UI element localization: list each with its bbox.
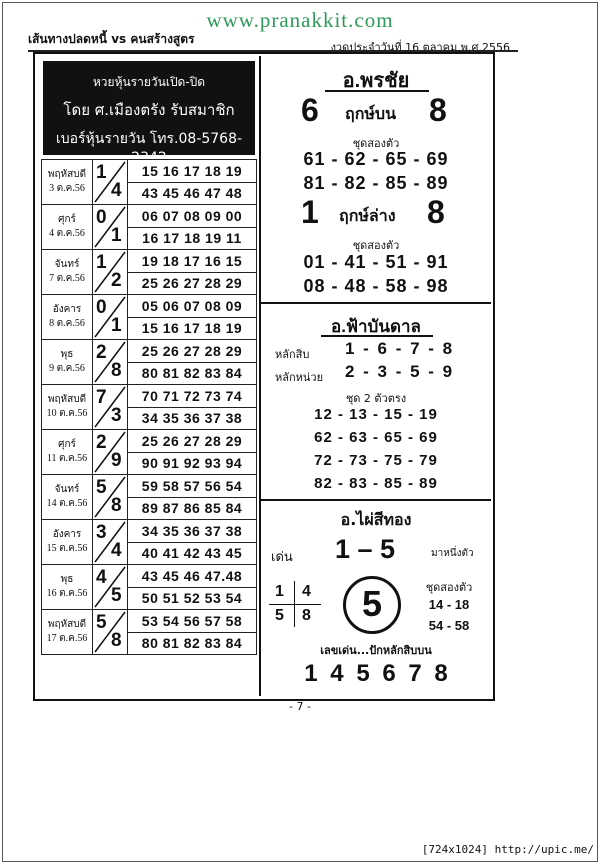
digit-pair-cell — [93, 340, 128, 385]
day-cell — [42, 340, 93, 385]
number-cell — [128, 610, 257, 655]
set-row-2: 62 - 63 - 65 - 69 — [314, 429, 438, 446]
digit-bottom: 9 — [111, 450, 122, 471]
promo-line-1: หวยหุ้นรายวันเปิด-ปิด — [92, 75, 206, 89]
page-number: - 7 - — [289, 700, 311, 713]
day-date: 16 ต.ค.56 — [46, 588, 88, 599]
pairs-row-3: 01 - 41 - 51 - 91 — [303, 252, 449, 272]
lead-digits: 1 – 5 — [335, 534, 396, 564]
digit-bottom: 8 — [111, 360, 122, 381]
circled-digit-value: 5 — [361, 583, 383, 624]
day-name: พฤหัสบดี — [47, 619, 87, 630]
day-date: 7 ต.ค.56 — [49, 273, 85, 284]
digit-pair-cell — [93, 610, 128, 655]
grid-cell-3: 5 — [275, 607, 284, 624]
grid-cell-2: 4 — [302, 583, 311, 600]
image-size-badge: [724x1024] http://upic.me/ — [421, 843, 594, 856]
digit-bottom: 2 — [111, 270, 122, 291]
right-column — [261, 56, 491, 696]
digit-bottom: 3 — [111, 405, 122, 426]
day-date: 14 ต.ค.56 — [46, 498, 88, 509]
digit-bottom: 5 — [111, 585, 122, 606]
number-cell — [128, 295, 257, 340]
day-name: อังคาร — [52, 529, 82, 540]
day-date: 15 ต.ค.56 — [46, 543, 88, 554]
table-row — [42, 520, 257, 565]
numbers-bottom: 89 87 86 85 84 — [128, 497, 256, 519]
day-cell — [42, 430, 93, 475]
site-url: www.pranakkit.com — [206, 8, 394, 32]
numbers-top: 25 26 27 28 29 — [141, 342, 243, 359]
digit-bottom: 1 — [111, 225, 122, 246]
number-cell — [128, 205, 257, 250]
number-cell — [128, 160, 257, 205]
table-row — [42, 610, 257, 655]
digit-pair-cell — [93, 430, 128, 475]
numbers-top: 70 71 72 73 74 — [141, 387, 243, 404]
pair-label-2: ชุดสองตัว — [352, 239, 400, 252]
number-cell — [128, 565, 257, 610]
section2-title: อ.ฟ้าบันดาล — [331, 317, 421, 336]
day-cell — [42, 610, 93, 655]
set-row-1: 12 - 13 - 15 - 19 — [314, 406, 438, 423]
lead-label: เด่น — [271, 550, 293, 565]
digit-bottom: 8 — [111, 630, 122, 651]
numbers-bottom: 90 91 92 93 94 — [128, 452, 256, 474]
digit-top: 5 — [96, 612, 107, 633]
digit-top: 0 — [96, 207, 107, 228]
pairs-row-2: 81 - 82 - 85 - 89 — [303, 173, 449, 193]
day-date: 8 ต.ค.56 — [49, 318, 85, 329]
digit-top: 0 — [96, 297, 107, 318]
bottom-digit-b: 8 — [427, 194, 445, 230]
digit-bottom: 4 — [111, 180, 122, 201]
numbers-bottom: 80 81 82 83 84 — [128, 632, 256, 654]
issue-date: งวดประจำวันที่ 16 ตุลาคม พ.ศ.2556 — [330, 41, 510, 54]
promo-box — [43, 61, 255, 166]
table-row — [42, 160, 257, 205]
numbers-top: 05 06 07 08 09 — [141, 297, 243, 314]
day-name: จันทร์ — [54, 484, 80, 495]
digit-pair-cell — [93, 250, 128, 295]
numbers-bottom: 25 26 27 28 29 — [128, 272, 256, 294]
digit-pair-cell — [93, 520, 128, 565]
day-cell — [42, 250, 93, 295]
digit-top: 1 — [96, 162, 107, 183]
number-cell — [128, 475, 257, 520]
pair-3-2: 54 - 58 — [428, 618, 470, 633]
numbers-bottom: 16 17 18 19 11 — [128, 227, 256, 249]
top-digit-a: 6 — [301, 92, 319, 128]
grid-cell-4: 8 — [302, 607, 311, 624]
day-cell — [42, 565, 93, 610]
day-date: 17 ต.ค.56 — [46, 633, 88, 644]
tens-label: หลักสิบ — [275, 348, 310, 361]
grid-cell-1: 1 — [275, 583, 284, 600]
pair-label-1: ชุดสองตัว — [352, 137, 400, 150]
lead2-label: เลขเด่น...ปักหลักสิบบน — [320, 644, 432, 657]
section-divider-2 — [261, 499, 491, 501]
units-digits: 2 - 3 - 5 - 9 — [345, 362, 455, 381]
digit-bottom: 8 — [111, 495, 122, 516]
top-label: ฤกษ์บน — [345, 104, 397, 123]
numbers-top: 43 45 46 47.48 — [141, 567, 243, 584]
table-row — [42, 250, 257, 295]
numbers-top: 34 35 36 37 38 — [141, 522, 243, 539]
column-title: เส้นทางปลดหนี้ vs คนสร้างสูตร — [28, 32, 195, 46]
number-cell — [128, 340, 257, 385]
day-cell — [42, 295, 93, 340]
set-row-3: 72 - 73 - 75 - 79 — [314, 452, 438, 469]
digit-top: 5 — [96, 477, 107, 498]
day-cell — [42, 520, 93, 565]
numbers-bottom: 34 35 36 37 38 — [128, 407, 256, 429]
numbers-top: 25 26 27 28 29 — [141, 432, 243, 449]
numbers-top: 15 16 17 18 19 — [141, 162, 243, 179]
numbers-top: 59 58 57 56 54 — [141, 477, 243, 494]
lead2-digits: 1 4 5 6 7 8 — [304, 660, 448, 687]
digit-pair-cell — [93, 565, 128, 610]
lead-note: มาหนึ่งตัว — [431, 548, 474, 559]
day-cell — [42, 475, 93, 520]
circled-digit — [343, 576, 401, 634]
digit-bottom: 1 — [111, 315, 122, 336]
number-cell — [128, 520, 257, 565]
section-divider-1 — [261, 302, 491, 304]
table-row — [42, 295, 257, 340]
left-column — [37, 56, 261, 696]
day-name: ศุกร์ — [58, 214, 76, 225]
day-date: 10 ต.ค.56 — [46, 408, 88, 419]
digit-top: 2 — [96, 342, 107, 363]
numbers-bottom: 80 81 82 83 84 — [128, 362, 256, 384]
digit-top: 3 — [96, 522, 107, 543]
digit-pair-cell — [93, 205, 128, 250]
numbers-top: 19 18 17 16 15 — [141, 252, 243, 269]
top-digit-b: 8 — [429, 92, 447, 128]
promo-line-3: เบอร์หุ้นรายวัน โทร.08-5768-2342 — [55, 131, 243, 166]
section2-title-underline — [321, 335, 433, 337]
numbers-bottom: 50 51 52 53 54 — [128, 587, 256, 609]
day-name: จันทร์ — [54, 259, 80, 270]
section3-title: อ.ไผ่สีทอง — [340, 510, 412, 529]
table-row — [42, 430, 257, 475]
numbers-bottom: 40 41 42 43 45 — [128, 542, 256, 564]
digit-top: 7 — [96, 387, 107, 408]
number-cell — [128, 430, 257, 475]
day-name: พฤหัสบดี — [47, 394, 87, 405]
lottery-page — [33, 52, 495, 701]
table-row — [42, 475, 257, 520]
table-row — [42, 205, 257, 250]
set-label: ชุด 2 ตัวตรง — [345, 392, 407, 405]
digit-top: 1 — [96, 252, 107, 273]
day-name: พุธ — [60, 574, 74, 585]
bottom-digit-a: 1 — [301, 194, 319, 230]
number-cell — [128, 385, 257, 430]
section1-title-underline — [325, 90, 429, 92]
numbers-top: 53 54 56 57 58 — [141, 612, 243, 629]
section1-title: อ.พรชัย — [342, 70, 410, 92]
tens-digits: 1 - 6 - 7 - 8 — [345, 339, 455, 358]
day-name: ศุกร์ — [58, 439, 76, 450]
digit-top: 4 — [96, 567, 107, 588]
pair-3-1: 14 - 18 — [428, 597, 470, 612]
table-row — [42, 565, 257, 610]
day-cell — [42, 385, 93, 430]
day-name: อังคาร — [52, 304, 82, 315]
units-label: หลักหน่วย — [275, 371, 324, 384]
day-date: 4 ต.ค.56 — [49, 228, 85, 239]
digit-bottom: 4 — [111, 540, 122, 561]
pairs-row-1: 61 - 62 - 65 - 69 — [303, 149, 449, 169]
digit-pair-cell — [93, 475, 128, 520]
digit-grid — [269, 581, 321, 627]
pair-label-3: ชุดสองตัว — [425, 581, 473, 594]
day-name: พุธ — [60, 349, 74, 360]
numbers-bottom: 15 16 17 18 19 — [128, 317, 256, 339]
numbers-top: 06 07 08 09 00 — [141, 207, 243, 224]
table-row — [42, 385, 257, 430]
number-cell — [128, 250, 257, 295]
day-date: 3 ต.ค.56 — [49, 183, 85, 194]
digit-pair-cell — [93, 295, 128, 340]
digit-pair-cell — [93, 385, 128, 430]
pairs-row-4: 08 - 48 - 58 - 98 — [303, 276, 449, 296]
promo-line-2: โดย ศ.เมืองตรัง รับสมาชิก — [63, 101, 235, 119]
day-name: พฤหัสบดี — [47, 169, 87, 180]
day-cell — [42, 160, 93, 205]
day-date: 9 ต.ค.56 — [49, 363, 85, 374]
digit-top: 2 — [96, 432, 107, 453]
daily-table — [41, 159, 257, 655]
bottom-label: ฤกษ์ล่าง — [339, 206, 396, 225]
table-row — [42, 340, 257, 385]
set-row-4: 82 - 83 - 85 - 89 — [314, 475, 438, 492]
day-date: 11 ต.ค.56 — [46, 453, 88, 464]
digit-pair-cell — [93, 160, 128, 205]
day-cell — [42, 205, 93, 250]
numbers-bottom: 43 45 46 47 48 — [128, 182, 256, 204]
